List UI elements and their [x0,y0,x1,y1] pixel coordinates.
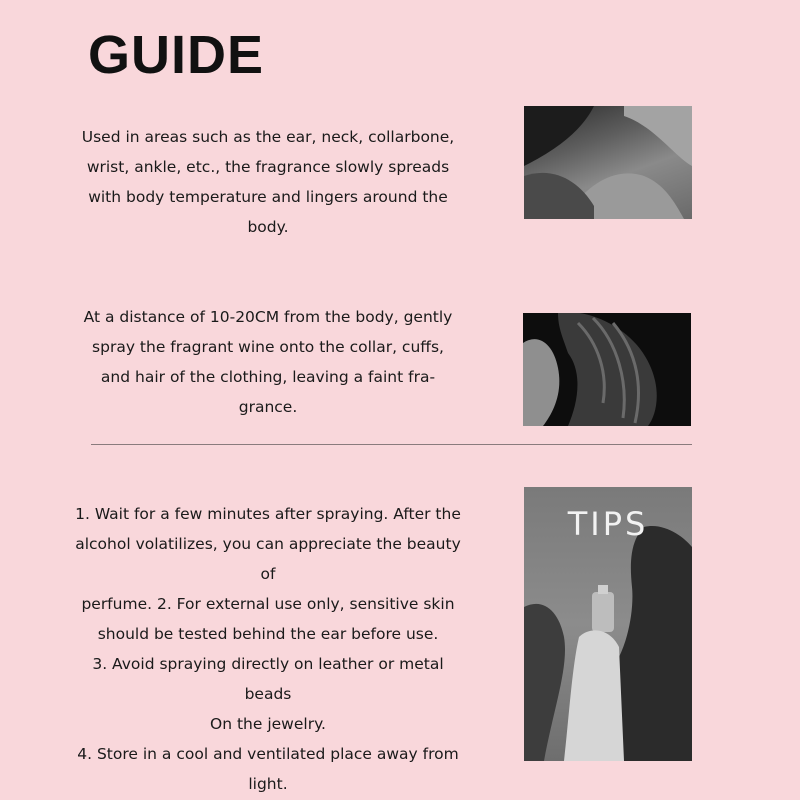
section-divider [91,444,692,445]
usage-text-skin [68,122,468,242]
text-line: grance. [238,398,298,416]
text-line: 3. Avoid spraying directly on leather or metal beads [92,655,444,703]
text-line: perfume. 2. For external use only, sensitive skin [81,595,455,613]
text-line: On the jewelry. [210,715,326,733]
text-line: 1. Wait for a few minutes after spraying. After the [75,505,461,523]
neck-photo [524,106,692,219]
hair-photo [523,313,691,426]
text-line: alcohol volatilizes, you can appreciate the beauty of [75,535,461,583]
text-line: should be tested behind the ear before use. [97,625,439,643]
page-title: GUIDE [88,25,265,85]
text-line: body. [247,218,289,236]
text-line: with body temperature and lingers around the [88,188,448,206]
text-line: At a distance of 10-20CM from the body, gently [83,308,453,326]
tips-photo [524,487,692,761]
tips-text [68,499,468,799]
text-line: light. [248,775,288,793]
tips-label: TIPS [567,505,649,543]
text-line: spray the fragrant wine onto the collar, cuffs, [92,338,444,356]
text-line: Used in areas such as the ear, neck, collarbone, [81,128,455,146]
text-line: wrist, ankle, etc., the fragrance slowly spreads [86,158,450,176]
text-line: 4. Store in a cool and ventilated place away from [77,745,459,763]
text-line: and hair of the clothing, leaving a faint fra- [100,368,436,386]
usage-text-clothing [68,302,468,422]
